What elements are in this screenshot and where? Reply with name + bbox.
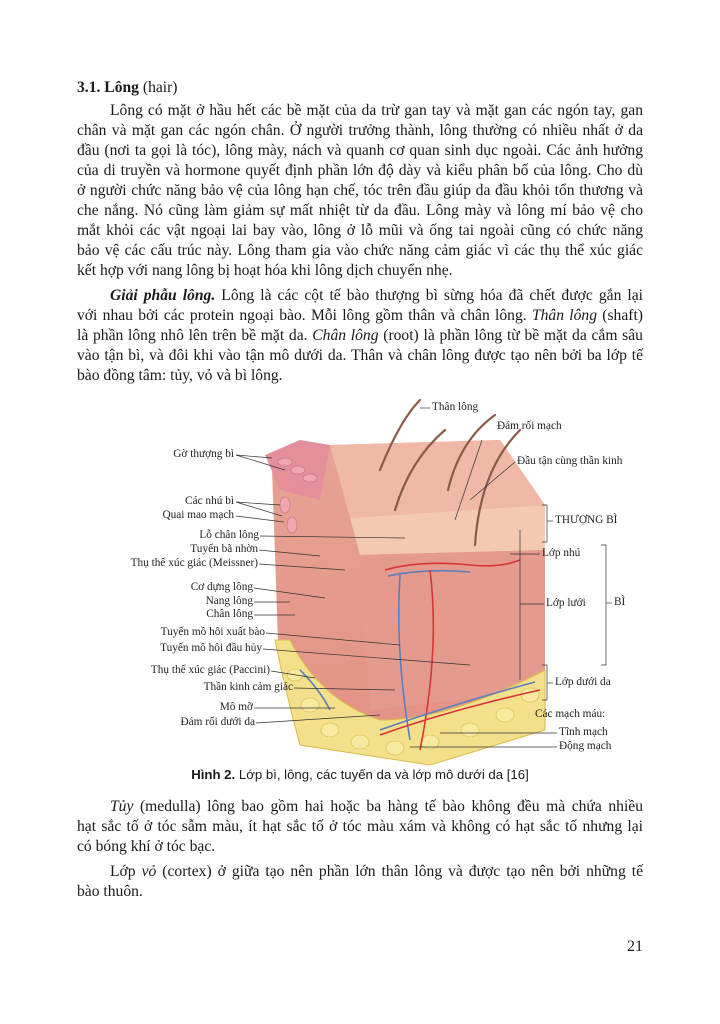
text-line: che nắng. Nó cũng làm giảm sự mất nhiệt từ da đầu. Lông mày và lông mí bảo vệ cho — [77, 202, 643, 219]
section-heading — [77, 78, 643, 98]
label-tuyen-ba-nhon: Tuyến bã nhờn — [190, 543, 258, 555]
text-line — [110, 286, 643, 306]
text-run: với nhau bởi các protein ngoại bào. Mỗi lông gồm thân và chân lông. — [77, 307, 527, 324]
text-line: bảo vệ các cấu trúc này. Lông tham gia vào chức năng cảm giác vì các thụ thể xúc giác — [77, 242, 643, 259]
text-line: Lông có mặt ở hầu hết các bề mặt của da trừ gan tay và mặt gan các ngón tay, gan — [110, 102, 643, 119]
text-line: kết hợp với nang lông bị hoạt hóa khi lông dịch chuyển nhẹ. — [77, 262, 453, 279]
label-cac-mach-mau: Các mạch máu: — [535, 708, 606, 720]
label-than-long: Thân lông — [432, 401, 479, 413]
skin-cross-section-illustration — [0, 390, 720, 770]
text-line: có bóng khí ở tóc bạc. — [77, 838, 216, 855]
label-dam-roi-duoi-da: Đám rối dưới da — [180, 716, 255, 728]
label-mo-hoi-dau-huy: Tuyến mồ hôi đầu hủy — [160, 642, 262, 654]
text-line — [77, 306, 643, 326]
text-run: Lớp — [110, 863, 136, 880]
text-line — [110, 862, 643, 882]
heading-title: Lông — [104, 79, 139, 96]
text-run: là phần lông nhô lên trên bề mặt da. — [77, 327, 308, 344]
text-line: mắt khỏi các vật ngoại lai bay vào, lông ở lỗ mũi và ống tai ngoài cũng có chức năng — [77, 222, 643, 239]
term-italic: vỏ — [141, 863, 157, 880]
heading-english: (hair) — [142, 79, 178, 96]
label-cac-nhu-bi: Các nhú bì — [185, 495, 234, 507]
text-run: (cortex) ở giữa tạo nên phần lớn thân lông và được tạo nên bởi những tế — [162, 863, 643, 880]
label-mo-hoi-xuat-bao: Tuyến mồ hôi xuất bào — [160, 626, 265, 638]
term-italic: Thân lông — [531, 307, 598, 324]
skin-diagram-figure — [0, 390, 720, 770]
text-run: (shaft) — [602, 307, 643, 324]
label-meissner: Thụ thể xúc giác (Meissner) — [130, 557, 258, 569]
term-italic: Chân lông — [312, 327, 379, 344]
text-run: Lông là các cột tế bào thượng bì sừng hóa đã chết được gắn lại — [221, 287, 643, 304]
label-chan-long: Chân lông — [206, 608, 253, 620]
label-dong-mach: Động mạch — [559, 740, 612, 752]
page-number: 21 — [627, 938, 643, 955]
caption-label: Hình 2. — [191, 767, 236, 782]
label-paccini: Thụ thể xúc giác (Paccini) — [150, 664, 270, 676]
label-quai-mao-mach: Quai mao mạch — [162, 509, 234, 521]
label-mo-mo: Mô mỡ — [219, 701, 253, 713]
text-line: ở người chức năng bảo vệ của lông hạn chế, tóc trên đầu giúp da đầu khỏi tổn thương và — [77, 182, 643, 199]
label-go-thuong-bi: Gờ thượng bì — [173, 448, 234, 460]
text-line: bào thuôn. — [77, 883, 143, 900]
text-line: đầu (nơi ta gọi là tóc), lông mày, nách và quanh cơ quan sinh dục ngoài. Các ảnh hưởng — [77, 142, 643, 159]
text-run: (root) là phần lông từ bề mặt da cắm sâu — [383, 327, 643, 344]
text-line: của di truyền và hormone quyết định phần lớn độ dày và kiểu phân bố của lông. Cho dù — [77, 162, 643, 179]
label-thuong-bi: THƯỢNG BÌ — [555, 514, 618, 526]
label-lop-luoi: Lớp lưới — [546, 597, 586, 609]
text-line — [110, 797, 643, 817]
text-line: hạt sắc tố ở tóc sẫm màu, ít hạt sắc tố ở tóc màu xám và không có hạt sắc tố nhưng lại — [77, 818, 643, 835]
run-in-heading: Giải phẫu lông. — [110, 287, 216, 304]
label-dam-roi-mach: Đám rối mạch — [497, 420, 562, 432]
label-tinh-mach: Tĩnh mạch — [559, 726, 608, 738]
text-line: bào đồng tâm: tủy, vỏ và bì lông. — [77, 367, 283, 384]
caption-text: Lớp bì, lông, các tuyến da và lớp mô dưới da [16] — [238, 767, 529, 782]
label-dau-tan-cung-than-kinh: Đầu tận cùng thần kinh — [517, 455, 623, 467]
label-than-kinh-cam-giac: Thần kinh cảm giác — [203, 681, 293, 693]
text-run: (medulla) lông bao gồm hai hoặc ba hàng tế bào không đều mà chứa nhiều — [139, 798, 643, 815]
label-bi: BÌ — [614, 596, 626, 608]
label-lo-chan-long: Lỗ chân lông — [199, 529, 259, 541]
label-lop-duoi-da: Lớp dưới da — [555, 676, 611, 688]
label-lop-nhu: Lớp nhú — [542, 547, 581, 559]
figure-caption — [0, 767, 720, 782]
term-italic: Tủy — [110, 798, 134, 815]
text-line: vào tận bì, và đôi khi vào tận mô dưới da. Thân và chân lông được tạo nên bởi ba lớp tế — [77, 347, 643, 364]
label-nang-long: Nang lông — [205, 595, 253, 607]
heading-number: 3.1. — [77, 79, 101, 96]
text-line — [77, 326, 643, 346]
label-co-dung-long: Cơ dựng lông — [190, 581, 253, 593]
text-line: chân và mặt gan các ngón chân. Ở người trưởng thành, lông thường có nhiều nhất ở da — [77, 122, 643, 139]
